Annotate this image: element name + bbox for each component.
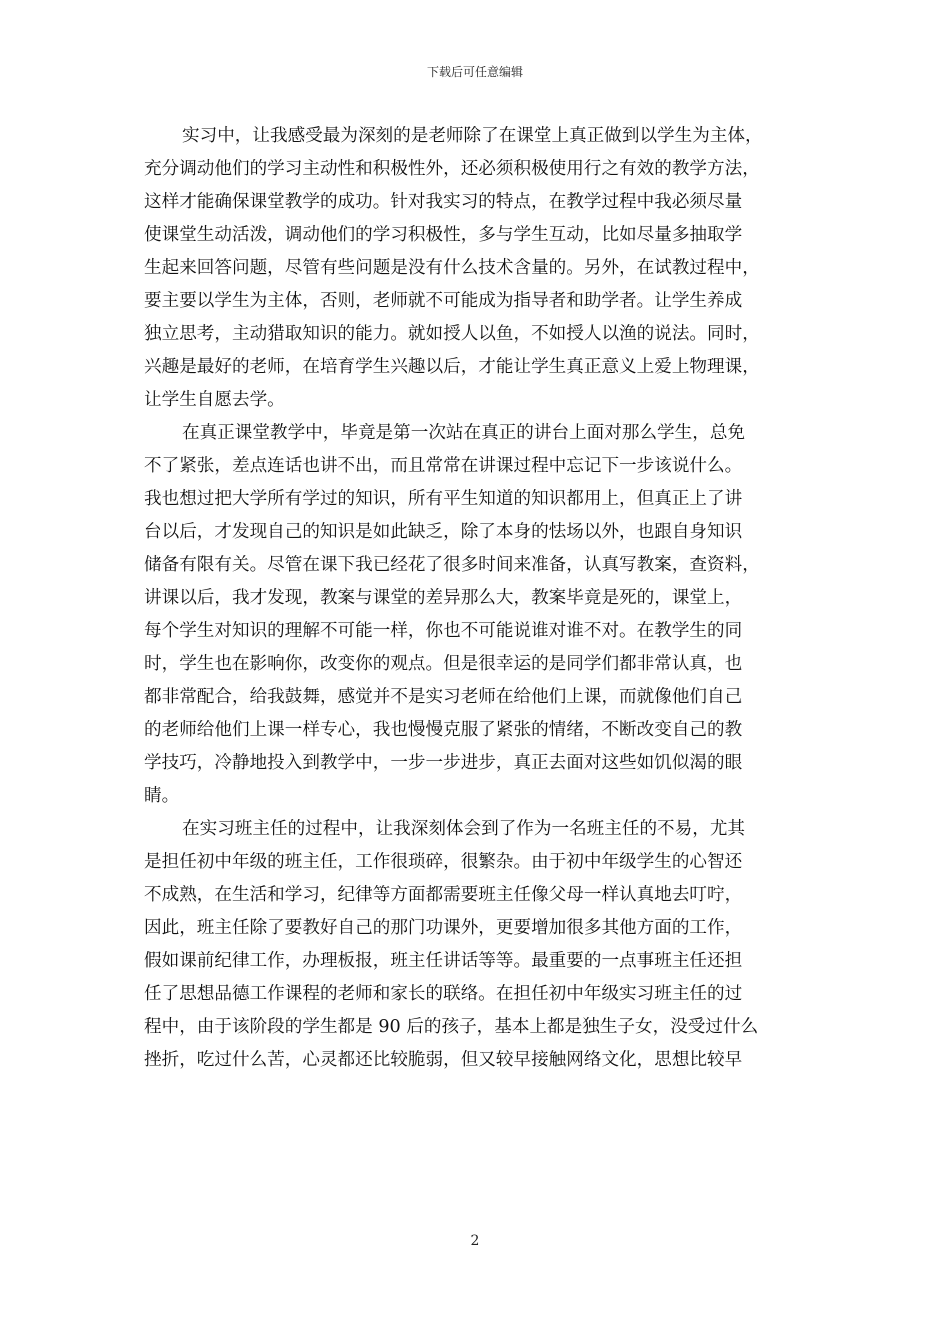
text-line: 假如课前纪律工作，办理板报，班主任讲话等等。最重要的一点事班主任还担 xyxy=(144,951,743,971)
text-line: 台以后，才发现自己的知识是如此缺乏，除了本身的怯场以外，也跟自身知识 xyxy=(144,522,743,542)
text-line: 在实习班主任的过程中，让我深刻体会到了作为一名班主任的不易，尤其 xyxy=(182,819,746,839)
text-line: 生起来回答问题，尽管有些问题是没有什么技术含量的。另外，在试教过程中， xyxy=(144,258,760,278)
text-line: 要主要以学生为主体，否则，老师就不可能成为指导者和助学者。让学生养成 xyxy=(144,291,743,311)
text-line: 时，学生也在影响你，改变你的观点。但是很幸运的是同学们都非常认真，也 xyxy=(144,654,743,674)
text-line: 不成熟，在生活和学习，纪律等方面都需要班主任像父母一样认真地去叮咛， xyxy=(144,885,743,905)
text-line: 让学生自愿去学。 xyxy=(144,390,285,410)
text-line: 都非常配合，给我鼓舞，感觉并不是实习老师在给他们上课，而就像他们自己 xyxy=(144,687,743,707)
text-line: 我也想过把大学所有学过的知识，所有平生知道的知识都用上，但真正上了讲 xyxy=(144,489,743,509)
text-line: 储备有限有关。尽管在课下我已经花了很多时间来准备，认真写教案，查资料， xyxy=(144,555,760,575)
text-line: 这样才能确保课堂教学的成功。针对我实习的特点，在教学过程中我必须尽量 xyxy=(144,192,743,212)
page-number: 2 xyxy=(470,1233,480,1249)
text-line: 充分调动他们的学习主动性和积极性外，还必须积极使用行之有效的教学方法， xyxy=(144,159,760,179)
text-line: 在真正课堂教学中，毕竟是第一次站在真正的讲台上面对那么学生，总免 xyxy=(182,423,746,443)
text-line: 不了紧张，差点连话也讲不出，而且常常在讲课过程中忘记下一步该说什么。 xyxy=(144,456,743,476)
text-line: 挫折，吃过什么苦，心灵都还比较脆弱，但又较早接触网络文化，思想比较早 xyxy=(144,1050,743,1070)
text-line: 程中，由于该阶段的学生都是 90 后的孩子，基本上都是独生子女，没受过什么 xyxy=(144,1017,759,1037)
text-line: 睛。 xyxy=(144,786,180,806)
text-line: 实习中，让我感受最为深刻的是老师除了在课堂上真正做到以学生为主体， xyxy=(182,126,763,146)
text-line: 的老师给他们上课一样专心，我也慢慢克服了紧张的情绪，不断改变自己的教 xyxy=(144,720,743,740)
text-line: 独立思考，主动猎取知识的能力。就如授人以鱼，不如授人以渔的说法。同时， xyxy=(144,324,760,344)
document-body xyxy=(144,120,814,1077)
text-line: 学技巧，冷静地投入到教学中，一步一步进步，真正去面对这些如饥似渴的眼 xyxy=(144,753,743,773)
paragraph-3 xyxy=(144,813,814,1077)
text-line: 每个学生对知识的理解不可能一样，你也不可能说谁对谁不对。在教学生的同 xyxy=(144,621,743,641)
text-line: 是担任初中年级的班主任，工作很琐碎，很繁杂。由于初中年级学生的心智还 xyxy=(144,852,743,872)
text-line: 讲课以后，我才发现，教案与课堂的差异那么大，教案毕竟是死的，课堂上， xyxy=(144,588,743,608)
text-line: 使课堂生动活泼，调动他们的学习积极性，多与学生互动，比如尽量多抽取学 xyxy=(144,225,743,245)
page-header: 下载后可任意编辑 xyxy=(426,65,523,79)
paragraph-1 xyxy=(144,120,814,417)
text-line: 因此，班主任除了要教好自己的那门功课外，更要增加很多其他方面的工作， xyxy=(144,918,743,938)
paragraph-2 xyxy=(144,417,814,813)
text-line: 兴趣是最好的老师，在培育学生兴趣以后，才能让学生真正意义上爱上物理课， xyxy=(144,357,760,377)
text-line: 任了思想品德工作课程的老师和家长的联络。在担任初中年级实习班主任的过 xyxy=(144,984,743,1004)
